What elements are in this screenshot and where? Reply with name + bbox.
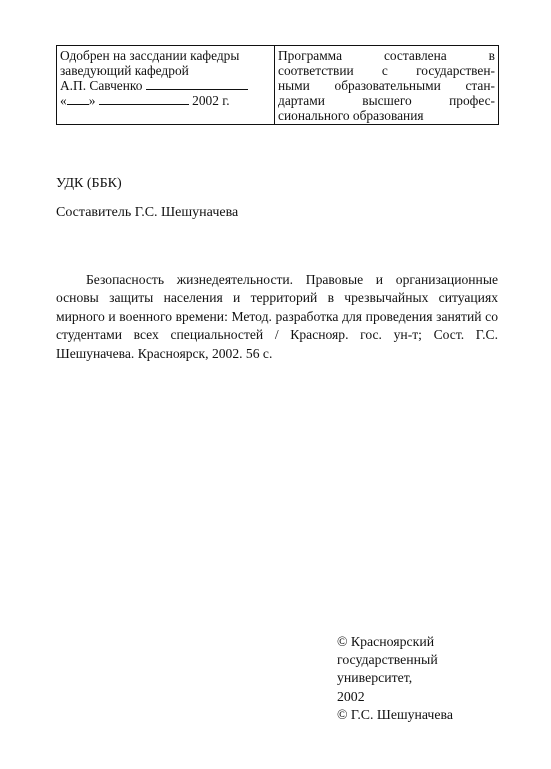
approval-table-row xyxy=(57,46,499,125)
bibliographic-annotation: Безопасность жизнедеятельности. Правовые и организационные основы защиты населения и территорий в чрезвычайных ситуациях мирного и военного времени: Метод. разработка для проведения занятий со студентами всех специальностей / Краснояр. гос. ун-т; Сост. Г.С. Шешуначева. Красноярск, 2002. 56 с. xyxy=(56,272,498,361)
copyright-line-2: государственный xyxy=(337,652,438,668)
program-line-5: сионального образования xyxy=(278,108,424,123)
program-word-3: в xyxy=(488,48,495,63)
month-blank xyxy=(99,93,189,105)
program-word-2: составлена xyxy=(383,48,447,63)
udk-label: УДК (ББК) xyxy=(56,176,122,191)
head-name: А.П. Савченко xyxy=(60,78,143,93)
program-line-1 xyxy=(278,48,495,63)
approval-line-head: заведующий кафедрой xyxy=(60,63,189,78)
program-line-4: дартами высшего профес- xyxy=(278,93,495,108)
approval-year: 2002 г. xyxy=(192,93,230,108)
copyright-line-1: © Красноярский xyxy=(337,634,435,649)
program-word-1: Программа xyxy=(278,48,343,63)
signature-blank xyxy=(146,78,248,90)
approval-table xyxy=(56,45,499,125)
copyright-line-3: университет, xyxy=(337,670,413,686)
approval-line-signature xyxy=(60,78,271,93)
approval-line-department: Одобрен на засcдании кафедры xyxy=(60,48,240,63)
program-line-3: ными образовательными стан- xyxy=(278,78,495,93)
copyright-line-5: © Г.С. Шешуначева xyxy=(337,706,453,722)
quote-open: « xyxy=(60,93,67,108)
quote-close: » xyxy=(88,93,96,108)
compiler-line: Составитель Г.С. Шешуначева xyxy=(56,205,239,220)
program-line-2: соответствии с государствен- xyxy=(278,63,495,78)
approval-cell xyxy=(57,46,275,125)
program-cell xyxy=(275,46,499,125)
copyright-block xyxy=(337,633,453,724)
copyright-line-4: 2002 xyxy=(337,688,365,704)
approval-line-date xyxy=(60,93,271,108)
day-blank xyxy=(67,93,89,105)
